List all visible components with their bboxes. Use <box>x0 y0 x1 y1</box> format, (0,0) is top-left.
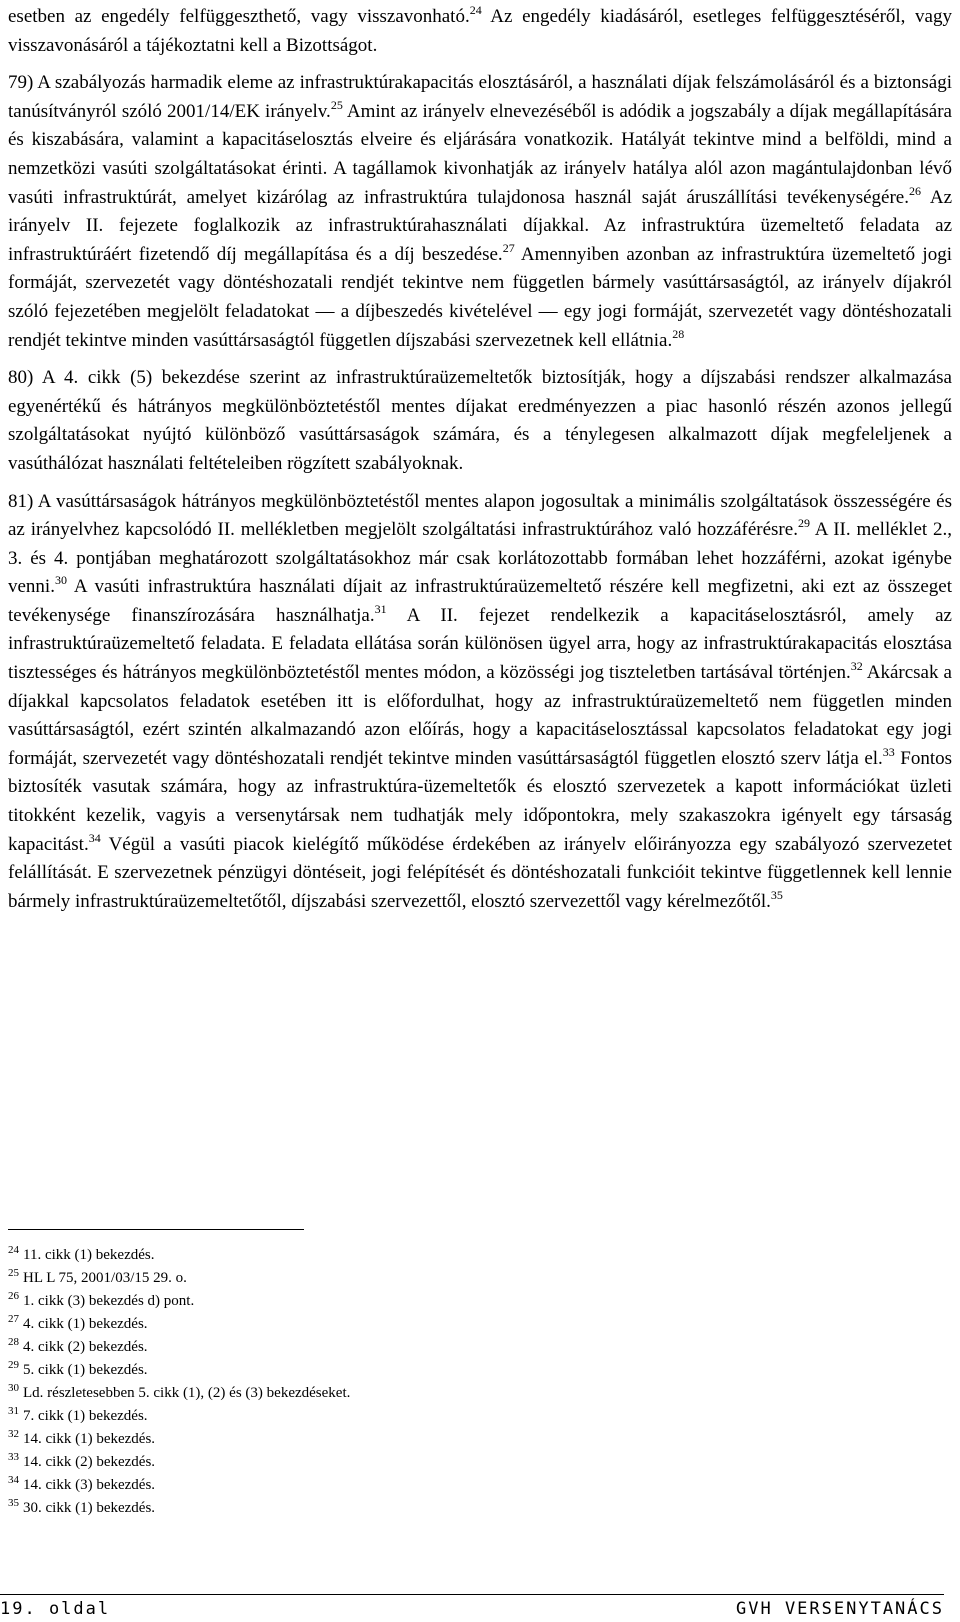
footnote-ref: 35 <box>770 887 783 902</box>
paragraph <box>8 3 952 60</box>
footnote-number: 34 <box>8 1474 19 1486</box>
text-run: esetben az engedély felfüggeszthető, vagy visszavonható. <box>8 6 470 27</box>
footnote-ref: 33 <box>882 744 895 759</box>
text-run: A II. fejezet rendelkezik a kapacitáselosztásról, amely az infrastruktúraüzemeltető feladata. E feladata ellátása során különösen ügyel arra, hogy az infrastruktúrakapacitás elosztása tisztességes és hátrányos megkülönböztetéstől mentes módon, a közösségi jog tiszteletben tartásával történjen. <box>8 604 952 684</box>
footnote-ref: 25 <box>330 97 343 112</box>
paragraph <box>8 488 952 917</box>
footnote-ref: 27 <box>502 240 515 255</box>
text-run: Végül a vasúti piacok kielégítő működése érdekében az irányelv előirányozza egy szabályozó szervezetet felállítását. E szervezetnek pénzügyi döntéseit, jogi felépítését és döntéshozatali funkcióit tekintve függetlennek kell lennie bármely infrastruktúraüzemeltetőtől, díjszabási szervezettől, elosztó szervezettől vagy kérelmezőtől. <box>8 833 952 912</box>
footnote-number: 28 <box>8 1336 19 1348</box>
text-run: A vasúti infrastruktúra használati díjait az infrastruktúraüzemeltető részére kell megfizetni, aki ezt az összeget tevékenysége finanszírozására használhatja. <box>8 576 952 626</box>
footnote-number: 30 <box>8 1382 19 1394</box>
footnote-ref: 32 <box>850 659 863 674</box>
paragraph <box>8 364 952 478</box>
footnote <box>8 1382 608 1405</box>
footnote <box>8 1244 608 1267</box>
text-run: 80) A 4. cikk (5) bekezdése szerint az infrastruktúraüzemeltetők biztosítják, hogy a díjszabási rendszer alkalmazása egyenértékű és hátrányos megkülönböztetéstől mentes díjakat eredményezzen a piac hasonló részén azonos jellegű szolgáltatásokat nyújtó különböző vasúttársaságok számára, és a ténylegesen alkalmazott díjak megfeleljenek a vasúthálózat használati feltételeiben rögzített szabályoknak. <box>8 367 952 474</box>
publisher-name: GVH VERSENYTANÁCS <box>736 1599 944 1619</box>
footnote-text: 1. cikk (3) bekezdés d) pont. <box>23 1293 195 1309</box>
text-run: Az irányelv II. fejezete foglalkozik az infrastruktúrahasználati díjakkal. Az infrastruktúra üzemeltető feladata az infrastruktúráért fizetendő díj megállapítása és a díj beszedése. <box>8 186 952 265</box>
footnote-ref: 26 <box>908 183 921 198</box>
text-run: 81) A vasúttársaságok hátrányos megkülönböztetéstől mentes alapon jogosultak a minimális szolgáltatások összességére és az irányelvhez kapcsolódó II. mellékletben megjelölt szolgáltatási infrastruktúrához való hozzáférésre. <box>8 490 952 541</box>
text-run: Az engedély kiadásáról, esetleges felfüggesztéséről, vagy visszavonásáról a tájékoztatni kell a Bizottságot. <box>8 6 952 56</box>
text-run: Akárcsak a díjakkal kapcsolatos feladatok esetében itt is előfordulhat, hogy az infrastruktúraüzemeltető nem független minden vasúttársaságtól, ezért szintén alkalmazandó azon előírás, hogy a kapacitáselosztással kapcsolatos feladatokat egy jogi formáját, szervezetét vagy döntéshozatali rendjét tekintve minden vasúttársaságtól független elosztó szerv látja el. <box>8 662 952 769</box>
footnote-number: 24 <box>8 1244 19 1256</box>
footnote-text: 5. cikk (1) bekezdés. <box>23 1362 148 1378</box>
footnote-text: 4. cikk (2) bekezdés. <box>23 1339 148 1355</box>
footnote <box>8 1428 608 1451</box>
footnote-text: 4. cikk (1) bekezdés. <box>23 1316 148 1332</box>
footnote <box>8 1267 608 1290</box>
footnote-text: 14. cikk (2) bekezdés. <box>23 1454 156 1470</box>
footnotes <box>8 1244 608 1520</box>
footnote-number: 25 <box>8 1267 19 1279</box>
footnote-text: 11. cikk (1) bekezdés. <box>23 1247 155 1263</box>
footnote <box>8 1405 608 1428</box>
footnote <box>8 1497 608 1520</box>
footnote-ref: 34 <box>88 830 101 845</box>
footnote <box>8 1451 608 1474</box>
footnote-number: 35 <box>8 1497 19 1509</box>
text-run: A II. melléklet 2., 3. és 4. pontjában meghatározott szolgáltatásokhoz már csak korlátozottabb formában lehet hozzáférni, azokat igénybe venni. <box>8 519 952 598</box>
footnote-ref: 30 <box>54 573 67 588</box>
footnote-number: 29 <box>8 1359 19 1371</box>
document-page <box>8 0 952 1516</box>
footnote-ref: 28 <box>672 326 685 341</box>
footnote-text: Ld. részletesebben 5. cikk (1), (2) és (3) bekezdéseket. <box>23 1385 351 1401</box>
footnote-ref: 24 <box>469 3 482 17</box>
footnote-ref: 31 <box>374 601 387 616</box>
footnote-number: 32 <box>8 1428 19 1440</box>
paragraph <box>8 69 952 355</box>
footnote-number: 31 <box>8 1405 19 1417</box>
footnote-text: 14. cikk (1) bekezdés. <box>23 1431 156 1447</box>
footnote <box>8 1336 608 1359</box>
footnote <box>8 1359 608 1382</box>
body-text <box>8 3 952 916</box>
text-run: Amint az irányelv elnevezéséből is adódik a jogszabály a díjak megállapítására és kiszabására, valamint a kapacitáselosztás elveire és eljárására vonatkozik. Hatályát tekintve mind a belföldi, mind a nemzetközi vasúti szolgáltatásokat érinti. A tagállamok kivonhatják az irányelv hatálya alól azon magántulajdonban lévő vasúti infrastruktúrát, amelyet kizárólag az infrastruktúra tulajdonosa használ saját áruszállítási tevékenységére. <box>8 100 952 208</box>
footnote-text: 7. cikk (1) bekezdés. <box>23 1408 148 1424</box>
footnote <box>8 1474 608 1497</box>
footnote-number: 27 <box>8 1313 19 1325</box>
page-footer <box>0 1594 944 1617</box>
footnote-separator <box>8 1229 304 1230</box>
footnote <box>8 1313 608 1336</box>
text-run: 79) A szabályozás harmadik eleme az infrastruktúrakapacitás elosztásáról, a használati díjak felszámolásáról és a biztonsági tanúsítványról szóló 2001/14/EK irányelv. <box>8 72 952 122</box>
footnote-number: 26 <box>8 1290 19 1302</box>
footnote-ref: 29 <box>797 516 810 531</box>
footnote-text: HL L 75, 2001/03/15 29. o. <box>23 1270 187 1286</box>
text-run: Fontos biztosíték vasutak számára, hogy az infrastruktúra-üzemeltetők és elosztó szervezetek a kapott információkat üzleti titokként kezelik, vagyis a versenytársak nem tudhatják mely időpontokra, mely szakaszokra igényelt egy társaság kapacitást. <box>8 747 952 855</box>
footnote <box>8 1290 608 1313</box>
page-number: 19. oldal <box>0 1599 111 1619</box>
footnote-text: 14. cikk (3) bekezdés. <box>23 1477 156 1493</box>
footnote-number: 33 <box>8 1451 19 1463</box>
text-run: Amennyiben azonban az infrastruktúra üzemeltető jogi formáját, szervezetét vagy döntéshozatali rendjét tekintve nem független bármely vasúttársaságtól, az irányelv díjakról szóló fejezetében megjelölt feladatokat — a díjbeszedés kivételével — egy jogi formáját, szervezetét vagy döntéshozatali rendjét tekintve minden vasúttársaságtól független díjszabási szervezetnek kell ellátnia. <box>8 243 952 351</box>
footnote-text: 30. cikk (1) bekezdés. <box>23 1500 156 1516</box>
